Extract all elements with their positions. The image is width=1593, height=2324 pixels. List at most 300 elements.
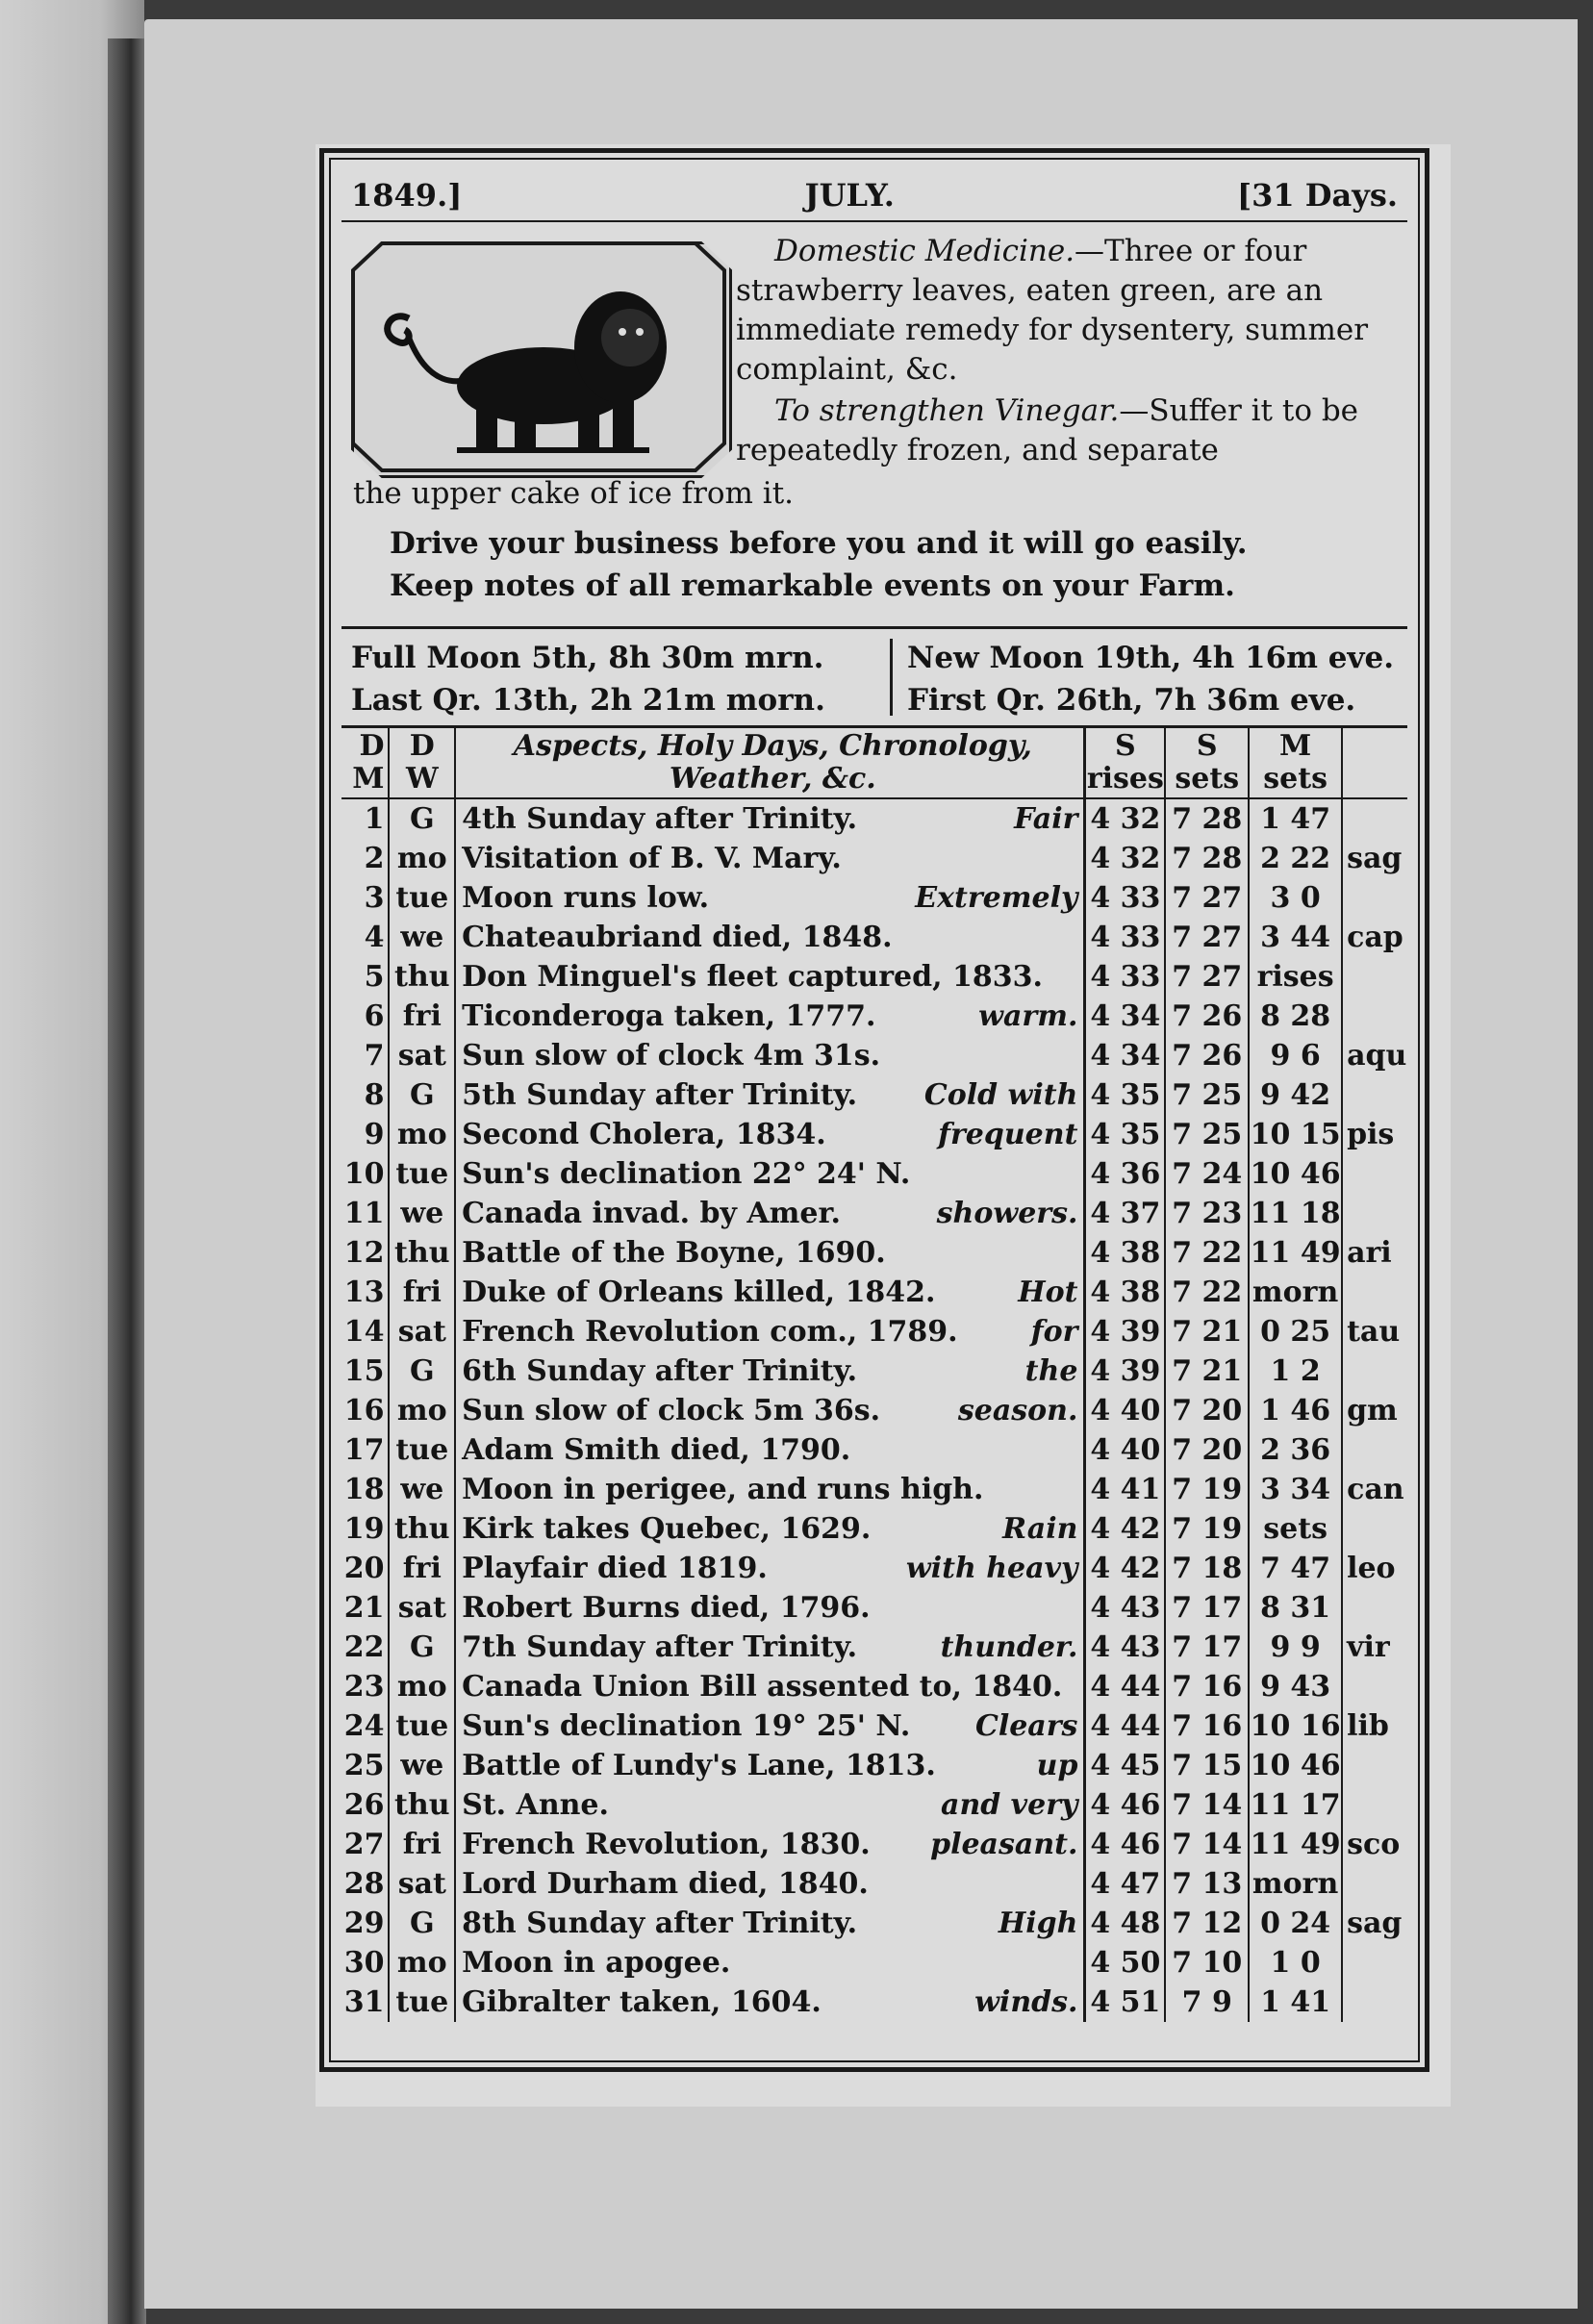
day-of-week: tue: [389, 1430, 455, 1470]
table-row: [341, 1706, 1407, 1746]
zodiac-sign: [1342, 1983, 1407, 2022]
zodiac-sign: can: [1347, 1473, 1404, 1506]
day-of-week: fri: [389, 1825, 455, 1864]
sun-sets: 7 27: [1165, 957, 1249, 997]
day-of-week: G: [389, 798, 455, 839]
zodiac-sign: pis: [1347, 1118, 1395, 1151]
table-row: [341, 1785, 1407, 1825]
day-of-week: we: [389, 1194, 455, 1233]
weather-text: warm.: [978, 999, 1078, 1033]
day-of-week: we: [389, 1746, 455, 1785]
table-row: [341, 1825, 1407, 1864]
aspect-cell: [455, 1825, 1085, 1864]
sun-sets: 7 14: [1165, 1785, 1249, 1825]
day-of-week: tue: [389, 1983, 455, 2022]
zodiac-sign: sag: [1347, 842, 1403, 875]
moon-divider: [890, 639, 893, 716]
day-of-month: 12: [341, 1233, 389, 1273]
day-of-month: 4: [341, 918, 389, 957]
table-row: [341, 1273, 1407, 1312]
moon-sets: 0 24: [1249, 1904, 1342, 1943]
aspect-cell: [455, 1233, 1085, 1273]
table-row: [341, 957, 1407, 997]
medicine-heading: Domestic Medicine.: [774, 234, 1075, 268]
table-row: [341, 1588, 1407, 1628]
day-of-month: 26: [341, 1785, 389, 1825]
moon-sets: 0 25: [1249, 1312, 1342, 1351]
moon-sets: 3 34: [1249, 1470, 1342, 1509]
col-sun-rises: S rises: [1085, 728, 1165, 798]
event-text: Chateaubriand died, 1848.: [462, 921, 893, 954]
zodiac-sign: [1342, 1075, 1407, 1115]
table-row: [341, 1312, 1407, 1351]
event-text: Moon runs low.: [462, 881, 710, 915]
sun-rises: 4 33: [1085, 957, 1165, 997]
aspect-cell: [455, 918, 1085, 957]
sun-sets: 7 26: [1165, 997, 1249, 1036]
moon-sets: 10 46: [1249, 1154, 1342, 1194]
event-text: Kirk takes Quebec, 1629.: [462, 1512, 872, 1546]
aspect-cell: [455, 1706, 1085, 1746]
day-of-week: mo: [389, 1667, 455, 1706]
moon-sets: 8 28: [1249, 997, 1342, 1036]
last-quarter: Last Qr. 13th, 2h 21m morn.: [351, 683, 825, 718]
sun-rises: 4 32: [1085, 839, 1165, 878]
aspect-cell: [455, 1391, 1085, 1430]
sun-sets: 7 15: [1165, 1746, 1249, 1785]
table-row: [341, 1864, 1407, 1904]
day-of-month: 21: [341, 1588, 389, 1628]
weather-text: Cold with: [923, 1078, 1078, 1112]
event-text: Playfair died 1819.: [462, 1552, 768, 1585]
moon-sets: 1 41: [1249, 1983, 1342, 2022]
moon-sets: 10 15: [1249, 1115, 1342, 1154]
sun-rises: 4 37: [1085, 1194, 1165, 1233]
event-text: Sun slow of clock 5m 36s.: [462, 1394, 881, 1427]
aspect-cell: [455, 1312, 1085, 1351]
sun-sets: 7 19: [1165, 1470, 1249, 1509]
aspect-cell: [455, 1588, 1085, 1628]
moon-sets: 1 2: [1249, 1351, 1342, 1391]
event-text: Sun's declination 22° 24' N.: [462, 1157, 911, 1191]
aspect-cell: [455, 1273, 1085, 1312]
day-of-week: tue: [389, 1154, 455, 1194]
sun-rises: 4 39: [1085, 1312, 1165, 1351]
table-row: [341, 1115, 1407, 1154]
sun-sets: 7 10: [1165, 1943, 1249, 1983]
zodiac-sign: [1342, 1273, 1407, 1312]
moon-sets: 1 0: [1249, 1943, 1342, 1983]
event-text: Adam Smith died, 1790.: [462, 1433, 851, 1467]
sun-sets: 7 22: [1165, 1273, 1249, 1312]
weather-text: Fair: [1014, 802, 1078, 836]
sun-sets: 7 19: [1165, 1509, 1249, 1549]
moon-sets: 11 18: [1249, 1194, 1342, 1233]
sun-sets: 7 25: [1165, 1075, 1249, 1115]
day-of-week: tue: [389, 878, 455, 918]
zodiac-sign: [1342, 1943, 1407, 1983]
day-of-week: G: [389, 1075, 455, 1115]
day-of-month: 8: [341, 1075, 389, 1115]
aspect-cell: [455, 1430, 1085, 1470]
day-of-month: 29: [341, 1904, 389, 1943]
full-moon: Full Moon 5th, 8h 30m mrn.: [351, 641, 824, 675]
sun-rises: 4 44: [1085, 1706, 1165, 1746]
table-row: [341, 1470, 1407, 1509]
moon-sets: 2 36: [1249, 1430, 1342, 1470]
first-quarter: First Qr. 26th, 7h 36m eve.: [907, 683, 1356, 718]
day-of-week: thu: [389, 1785, 455, 1825]
table-header: [341, 728, 1407, 798]
day-of-month: 7: [341, 1036, 389, 1075]
sun-sets: 7 23: [1165, 1194, 1249, 1233]
day-of-week: sat: [389, 1864, 455, 1904]
moon-sets: 11 17: [1249, 1785, 1342, 1825]
sun-rises: 4 48: [1085, 1904, 1165, 1943]
event-text: French Revolution, 1830.: [462, 1828, 871, 1861]
sun-rises: 4 38: [1085, 1273, 1165, 1312]
intro-text: [736, 232, 1402, 470]
aspect-cell: [455, 1154, 1085, 1194]
table-row: [341, 1628, 1407, 1667]
sun-rises: 4 41: [1085, 1470, 1165, 1509]
weather-text: for: [1030, 1315, 1078, 1349]
col-day-month: D M: [341, 728, 389, 798]
moon-sets: 2 22: [1249, 839, 1342, 878]
event-text: Moon in perigee, and runs high.: [462, 1473, 984, 1506]
sun-sets: 7 18: [1165, 1549, 1249, 1588]
day-of-month: 23: [341, 1667, 389, 1706]
table-row: [341, 1509, 1407, 1549]
vinegar-tail: the upper cake of ice from it.: [353, 476, 795, 511]
day-of-week: mo: [389, 839, 455, 878]
col-sun-sets: S sets: [1165, 728, 1249, 798]
zodiac-sign: [1342, 1667, 1407, 1706]
vinegar-heading: To strengthen Vinegar.: [774, 393, 1120, 428]
col-sign: [1342, 728, 1407, 798]
aspect-cell: [455, 839, 1085, 878]
day-of-week: we: [389, 1470, 455, 1509]
event-text: Robert Burns died, 1796.: [462, 1591, 871, 1625]
moon-sets: 9 42: [1249, 1075, 1342, 1115]
zodiac-sign: leo: [1347, 1552, 1396, 1585]
sun-sets: 7 24: [1165, 1154, 1249, 1194]
aspect-cell: [455, 1983, 1085, 2022]
day-of-week: thu: [389, 1509, 455, 1549]
calendar-rows: [341, 798, 1407, 2022]
day-of-month: 5: [341, 957, 389, 997]
day-of-week: mo: [389, 1391, 455, 1430]
sun-rises: 4 34: [1085, 997, 1165, 1036]
sun-rises: 4 34: [1085, 1036, 1165, 1075]
event-text: Duke of Orleans killed, 1842.: [462, 1276, 936, 1309]
month-title: JULY.: [804, 177, 895, 214]
zodiac-sign: sco: [1347, 1828, 1401, 1861]
table-row: [341, 1154, 1407, 1194]
zodiac-sign: ari: [1347, 1236, 1392, 1270]
table-row: [341, 1233, 1407, 1273]
sun-rises: 4 46: [1085, 1785, 1165, 1825]
event-text: Sun's declination 19° 25' N.: [462, 1709, 911, 1743]
zodiac-sign: [1342, 957, 1407, 997]
event-text: 4th Sunday after Trinity.: [462, 802, 858, 836]
zodiac-sign: lib: [1347, 1709, 1389, 1743]
day-of-month: 14: [341, 1312, 389, 1351]
aspect-cell: [455, 1194, 1085, 1233]
event-text: Don Minguel's fleet captured, 1833.: [462, 960, 1043, 994]
sun-rises: 4 44: [1085, 1667, 1165, 1706]
sun-rises: 4 45: [1085, 1746, 1165, 1785]
sun-rises: 4 42: [1085, 1509, 1165, 1549]
days-label: [31 Days.: [1236, 177, 1398, 214]
day-of-month: 27: [341, 1825, 389, 1864]
zodiac-sign: [1342, 1194, 1407, 1233]
table-row: [341, 1943, 1407, 1983]
weather-text: Rain: [1002, 1512, 1078, 1546]
weather-text: High: [998, 1907, 1078, 1940]
aspect-cell: [455, 878, 1085, 918]
zodiac-sign: [1342, 878, 1407, 918]
day-of-week: mo: [389, 1943, 455, 1983]
moon-sets: 10 16: [1249, 1706, 1342, 1746]
weather-text: Extremely: [915, 881, 1078, 915]
sun-rises: 4 43: [1085, 1628, 1165, 1667]
day-of-month: 30: [341, 1943, 389, 1983]
almanac-frame: [319, 148, 1429, 2072]
sun-rises: 4 50: [1085, 1943, 1165, 1983]
aspect-cell: [455, 798, 1085, 839]
zodiac-sign: tau: [1347, 1315, 1401, 1349]
zodiac-sign: [1342, 1351, 1407, 1391]
zodiac-sign: sag: [1347, 1907, 1403, 1940]
proverb-business: Drive your business before you and it will go easily.: [390, 526, 1248, 561]
day-of-week: tue: [389, 1706, 455, 1746]
year-label: 1849.]: [351, 177, 463, 214]
zodiac-sign: [1342, 1785, 1407, 1825]
col-day-week: D W: [389, 728, 455, 798]
event-text: Sun slow of clock 4m 31s.: [462, 1039, 881, 1073]
weather-text: frequent: [938, 1118, 1078, 1151]
sun-sets: 7 16: [1165, 1706, 1249, 1746]
day-of-week: sat: [389, 1588, 455, 1628]
sun-sets: 7 26: [1165, 1036, 1249, 1075]
weather-text: thunder.: [940, 1630, 1078, 1664]
book-gutter: [108, 38, 146, 2324]
zodiac-sign: aqu: [1347, 1039, 1407, 1073]
aspect-cell: [455, 1470, 1085, 1509]
zodiac-sign: [1342, 798, 1407, 839]
day-of-month: 15: [341, 1351, 389, 1391]
event-text: Battle of Lundy's Lane, 1813.: [462, 1749, 936, 1782]
day-of-month: 25: [341, 1746, 389, 1785]
aspect-cell: [455, 1943, 1085, 1983]
sun-sets: 7 20: [1165, 1391, 1249, 1430]
table-row: [341, 1194, 1407, 1233]
zodiac-sign: [1342, 997, 1407, 1036]
sun-sets: 7 9: [1165, 1983, 1249, 2022]
table-row: [341, 1983, 1407, 2022]
calendar-table: [341, 728, 1407, 2022]
sun-rises: 4 40: [1085, 1430, 1165, 1470]
sun-rises: 4 35: [1085, 1075, 1165, 1115]
day-of-month: 11: [341, 1194, 389, 1233]
day-of-month: 13: [341, 1273, 389, 1312]
aspect-cell: [455, 997, 1085, 1036]
col-aspects: Aspects, Holy Days, Chronology, Weather, &c.: [455, 728, 1085, 798]
weather-text: Clears: [974, 1709, 1078, 1743]
event-text: St. Anne.: [462, 1788, 609, 1822]
day-of-week: we: [389, 918, 455, 957]
day-of-month: 17: [341, 1430, 389, 1470]
zodiac-sign: [1342, 1746, 1407, 1785]
moon-sets: 7 47: [1249, 1549, 1342, 1588]
zodiac-sign: gm: [1347, 1394, 1398, 1427]
table-row: [341, 1430, 1407, 1470]
moon-sets: sets: [1249, 1509, 1342, 1549]
event-text: 7th Sunday after Trinity.: [462, 1630, 858, 1664]
sun-sets: 7 21: [1165, 1351, 1249, 1391]
weather-text: with heavy: [905, 1552, 1078, 1585]
sun-rises: 4 47: [1085, 1864, 1165, 1904]
weather-text: showers.: [936, 1197, 1078, 1230]
table-row: [341, 1904, 1407, 1943]
sun-rises: 4 36: [1085, 1154, 1165, 1194]
day-of-week: fri: [389, 997, 455, 1036]
event-text: French Revolution com., 1789.: [462, 1315, 958, 1349]
event-text: Canada invad. by Amer.: [462, 1197, 841, 1230]
sun-rises: 4 32: [1085, 798, 1165, 839]
sun-sets: 7 14: [1165, 1825, 1249, 1864]
moon-sets: 11 49: [1249, 1825, 1342, 1864]
aspect-cell: [455, 1549, 1085, 1588]
sun-sets: 7 28: [1165, 839, 1249, 878]
day-of-month: 28: [341, 1864, 389, 1904]
sun-rises: 4 46: [1085, 1825, 1165, 1864]
zodiac-sign: [1342, 1509, 1407, 1549]
sun-rises: 4 38: [1085, 1233, 1165, 1273]
event-text: Gibralter taken, 1604.: [462, 1985, 822, 2019]
aspect-cell: [455, 1904, 1085, 1943]
moon-sets: 9 43: [1249, 1667, 1342, 1706]
sun-sets: 7 12: [1165, 1904, 1249, 1943]
table-row: [341, 918, 1407, 957]
aspect-cell: [455, 1075, 1085, 1115]
table-row: [341, 878, 1407, 918]
day-of-week: mo: [389, 1115, 455, 1154]
moon-sets: 10 46: [1249, 1746, 1342, 1785]
day-of-month: 16: [341, 1391, 389, 1430]
moon-sets: 1 47: [1249, 798, 1342, 839]
aspect-cell: [455, 1628, 1085, 1667]
day-of-month: 19: [341, 1509, 389, 1549]
moon-sets: 11 49: [1249, 1233, 1342, 1273]
event-text: Lord Durham died, 1840.: [462, 1867, 869, 1901]
event-text: 5th Sunday after Trinity.: [462, 1078, 858, 1112]
moon-sets: 9 9: [1249, 1628, 1342, 1667]
day-of-week: fri: [389, 1549, 455, 1588]
sun-sets: 7 25: [1165, 1115, 1249, 1154]
sun-rises: 4 42: [1085, 1549, 1165, 1588]
event-text: Moon in apogee.: [462, 1946, 731, 1980]
table-row: [341, 839, 1407, 878]
moon-sets: 1 46: [1249, 1391, 1342, 1430]
table-row: [341, 1746, 1407, 1785]
table-row: [341, 1667, 1407, 1706]
col-moon-sets: M sets: [1249, 728, 1342, 798]
table-row: [341, 798, 1407, 839]
day-of-month: 3: [341, 878, 389, 918]
day-of-month: 18: [341, 1470, 389, 1509]
weather-text: winds.: [974, 1985, 1078, 2019]
moon-phases: [341, 629, 1407, 728]
day-of-week: sat: [389, 1312, 455, 1351]
sun-rises: 4 39: [1085, 1351, 1165, 1391]
day-of-month: 31: [341, 1983, 389, 2022]
weather-text: pleasant.: [930, 1828, 1078, 1861]
sun-sets: 7 28: [1165, 798, 1249, 839]
sun-sets: 7 16: [1165, 1667, 1249, 1706]
day-of-week: sat: [389, 1036, 455, 1075]
moon-sets: morn: [1249, 1864, 1342, 1904]
sun-sets: 7 17: [1165, 1628, 1249, 1667]
weather-text: season.: [957, 1394, 1078, 1427]
sun-rises: 4 35: [1085, 1115, 1165, 1154]
day-of-month: 1: [341, 798, 389, 839]
sun-rises: 4 51: [1085, 1983, 1165, 2022]
proverb-notes: Keep notes of all remarkable events on your Farm.: [390, 568, 1235, 603]
moon-sets: 3 44: [1249, 918, 1342, 957]
sun-sets: 7 27: [1165, 878, 1249, 918]
aspect-cell: [455, 1351, 1085, 1391]
day-of-month: 10: [341, 1154, 389, 1194]
day-of-month: 6: [341, 997, 389, 1036]
moon-sets: 3 0: [1249, 878, 1342, 918]
day-of-month: 2: [341, 839, 389, 878]
table-row: [341, 1351, 1407, 1391]
aspect-cell: [455, 957, 1085, 997]
zodiac-sign: [1342, 1588, 1407, 1628]
aspect-cell: [455, 1785, 1085, 1825]
moon-sets: morn: [1249, 1273, 1342, 1312]
event-text: 6th Sunday after Trinity.: [462, 1354, 858, 1388]
table-row: [341, 1391, 1407, 1430]
table-row: [341, 1549, 1407, 1588]
day-of-week: thu: [389, 957, 455, 997]
day-of-week: G: [389, 1351, 455, 1391]
lion-woodcut-icon: [351, 241, 726, 472]
aspect-cell: [455, 1864, 1085, 1904]
sun-sets: 7 27: [1165, 918, 1249, 957]
day-of-week: fri: [389, 1273, 455, 1312]
sun-rises: 4 33: [1085, 918, 1165, 957]
aspect-cell: [455, 1036, 1085, 1075]
day-of-month: 22: [341, 1628, 389, 1667]
weather-text: the: [1024, 1354, 1078, 1388]
event-text: Canada Union Bill assented to, 1840.: [462, 1670, 1063, 1704]
day-of-week: thu: [389, 1233, 455, 1273]
intro-section: [341, 222, 1407, 629]
aspect-cell: [455, 1115, 1085, 1154]
weather-text: Hot: [1018, 1276, 1078, 1309]
sun-sets: 7 20: [1165, 1430, 1249, 1470]
weather-text: up: [1036, 1749, 1078, 1782]
event-text: Second Cholera, 1834.: [462, 1118, 826, 1151]
moon-sets: 8 31: [1249, 1588, 1342, 1628]
zodiac-sign: cap: [1347, 921, 1403, 954]
event-text: Battle of the Boyne, 1690.: [462, 1236, 886, 1270]
aspect-cell: [455, 1667, 1085, 1706]
aspect-cell: [455, 1509, 1085, 1549]
